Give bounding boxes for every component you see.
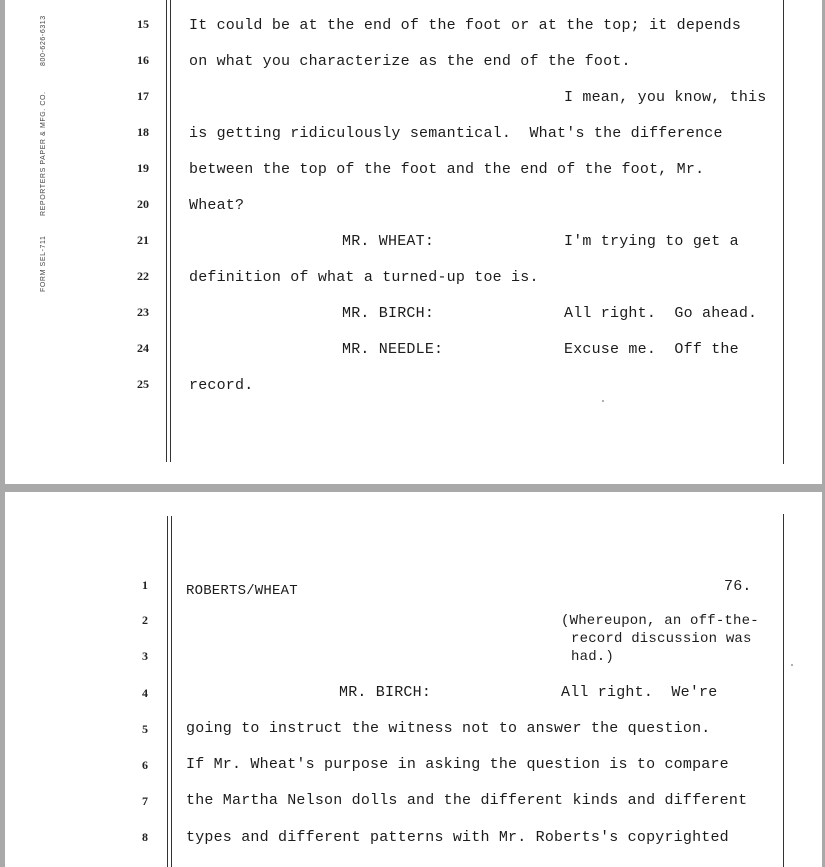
transcript-line: Wheat? — [189, 197, 245, 214]
transcript-line: It could be at the end of the foot or at the top; it depends — [189, 17, 742, 34]
line-number: 23 — [137, 305, 149, 319]
page-header: ROBERTS/WHEAT — [186, 583, 298, 599]
transcript-line: All right. Go ahead. — [564, 305, 758, 322]
transcript-line: going to instruct the witness not to answer the question. — [186, 720, 711, 737]
line-number: 6 — [142, 758, 148, 772]
form-phone: 800-626-6313 — [40, 15, 47, 66]
form-number: FORM SEL-711 — [40, 235, 47, 292]
line-number: 1 — [142, 578, 148, 592]
parenthetical-line: (Whereupon, an off-the- — [561, 613, 759, 629]
line-number: 15 — [137, 17, 149, 31]
transcript-line: I mean, you know, this — [564, 89, 767, 106]
line-number: 25 — [137, 377, 149, 391]
speaker-label: MR. BIRCH: — [339, 684, 432, 701]
margin-rule-left-inner — [170, 0, 171, 462]
line-number: 18 — [137, 125, 149, 139]
transcript-line: If Mr. Wheat's purpose in asking the question is to compare — [186, 756, 729, 773]
line-number: 20 — [137, 197, 149, 211]
transcript-line: between the top of the foot and the end of the foot, Mr. — [189, 161, 705, 178]
line-number: 3 — [142, 649, 148, 663]
line-number: 24 — [137, 341, 149, 355]
margin-rule-right — [783, 0, 784, 464]
margin-rule-left-inner — [171, 516, 172, 867]
transcript-line: Excuse me. Off the — [564, 341, 739, 358]
transcript-line: I'm trying to get a — [564, 233, 739, 250]
line-number: 8 — [142, 830, 148, 844]
line-number: 4 — [142, 686, 148, 700]
transcript-line: on what you characterize as the end of the foot. — [189, 53, 631, 70]
line-number: 21 — [137, 233, 149, 247]
line-number: 22 — [137, 269, 149, 283]
margin-rule-left — [166, 0, 167, 462]
page-number: 76. — [724, 578, 752, 595]
speaker-label: MR. NEEDLE: — [342, 341, 444, 358]
line-number: 16 — [137, 53, 149, 67]
margin-rule-right — [783, 514, 784, 867]
line-number: 17 — [137, 89, 149, 103]
transcript-page-top — [5, 0, 822, 484]
line-number: 5 — [142, 722, 148, 736]
scan-speck — [602, 400, 604, 402]
scan-speck — [791, 664, 793, 666]
transcript-line: definition of what a turned-up toe is. — [189, 269, 539, 286]
line-number: 2 — [142, 613, 148, 627]
transcript-line: All right. We're — [561, 684, 718, 701]
parenthetical-line: record discussion was — [571, 631, 752, 647]
transcript-line: record. — [189, 377, 254, 394]
line-number: 7 — [142, 794, 148, 808]
transcript-line: is getting ridiculously semantical. What's the difference — [189, 125, 723, 142]
transcript-line: types and different patterns with Mr. Roberts's copyrighted — [186, 829, 729, 846]
speaker-label: MR. BIRCH: — [342, 305, 435, 322]
transcript-line: the Martha Nelson dolls and the different kinds and different — [186, 792, 748, 809]
transcript-page-bottom — [5, 492, 822, 867]
speaker-label: MR. WHEAT: — [342, 233, 435, 250]
form-company: REPORTERS PAPER & MFG. CO. — [40, 91, 47, 216]
line-number: 19 — [137, 161, 149, 175]
margin-rule-left — [167, 516, 168, 867]
parenthetical-line: had.) — [571, 649, 615, 665]
